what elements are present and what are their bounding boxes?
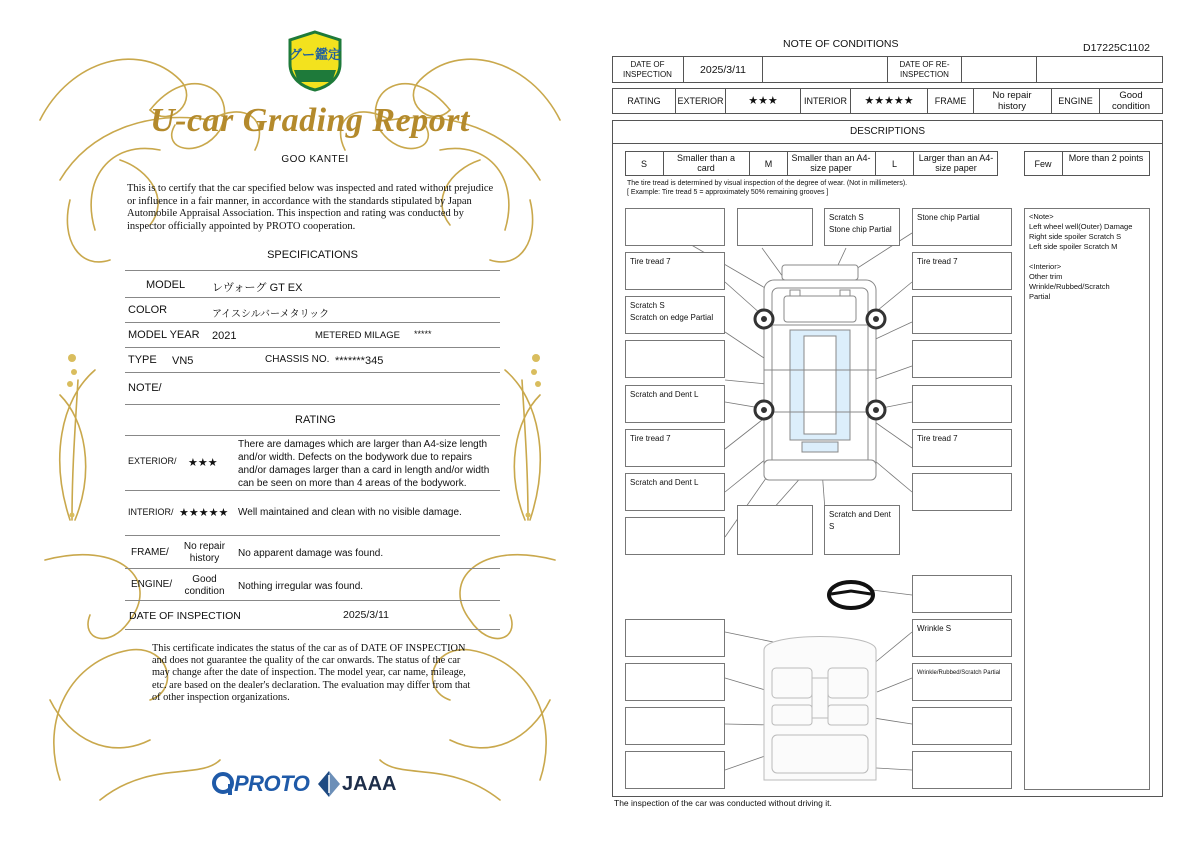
engine-value: Good condition [1111, 90, 1151, 112]
frame-label: FRAME/ [131, 547, 169, 558]
interior-description: Well maintained and clean with no visible damage. [238, 507, 462, 518]
legend-m-key: M [764, 159, 773, 169]
legend-l-desc: Larger than an A4-size paper [918, 153, 994, 173]
interior-stars: ★★★★★ [179, 507, 229, 519]
color-value: アイスシルバーメタリック [212, 309, 330, 320]
divider [125, 490, 500, 491]
note-label: NOTE/ [128, 382, 162, 394]
legend-m-desc: Smaller than an A4-size paper [791, 153, 871, 173]
divider [125, 372, 500, 373]
proto-mark-icon [212, 772, 234, 796]
divider [125, 629, 500, 630]
legend-few-key: Few [1034, 159, 1052, 169]
date-of-inspection-value: 2025/3/11 [343, 609, 389, 621]
descriptions-heading: DESCRIPTIONS [849, 126, 925, 137]
tire-box-rear-right: Tire tread 7 [912, 429, 1012, 467]
damage-box [625, 208, 725, 246]
date-of-inspection-label: DATE OF INSPECTION [129, 610, 241, 622]
exterior-stars: ★★★ [748, 95, 778, 107]
certificate-title: U-car Grading Report [150, 102, 470, 139]
damage-box [912, 296, 1012, 334]
badge-text: グー鑑定 [288, 48, 341, 63]
model-value: レヴォーグ GT EX [212, 282, 303, 294]
interior-box-wrinkle-partial: Wrinkle/Rubbed/Scratch Partial [912, 663, 1012, 701]
exterior-stars: ★★★ [188, 457, 218, 469]
tire-box-front-left: Tire tread 7 [625, 252, 725, 290]
car-top-view-icon [764, 265, 876, 480]
divider [125, 347, 500, 348]
rating-heading: RATING [295, 414, 336, 426]
model-year-label: MODEL YEAR [128, 329, 200, 341]
type-value: VN5 [172, 355, 194, 367]
interior-box [912, 751, 1012, 789]
rating-label: RATING [627, 96, 661, 106]
engine-description: Nothing irregular was found. [238, 581, 364, 592]
interior-label: INTERIOR/ [128, 507, 174, 517]
divider [125, 600, 500, 601]
date-of-reinspection-label: DATE OF RE-INSPECTION [899, 60, 950, 79]
interior-label: INTERIOR [803, 96, 847, 106]
date-of-inspection-label: DATE OF INSPECTION [623, 60, 672, 79]
divider [125, 322, 500, 323]
conditions-heading: NOTE OF CONDITIONS [783, 38, 899, 50]
chassis-value: *******345 [335, 355, 384, 367]
divider [125, 435, 500, 436]
divider [1099, 88, 1100, 114]
divider [762, 56, 763, 83]
frame-value: No repair history [183, 541, 226, 564]
damage-box-left-mid: Scratch and Dent L [625, 385, 725, 423]
interior-box [625, 751, 725, 789]
color-label: COLOR [128, 304, 168, 316]
proto-logo-text: PROTO [234, 771, 310, 796]
tire-box-front-right: Tire tread 7 [912, 252, 1012, 290]
damage-box-left-rear: Scratch and Dent L [625, 473, 725, 511]
frame-value: No repair history [992, 90, 1032, 112]
damage-box-left-front: Scratch S Scratch on edge Partial [625, 296, 725, 334]
tire-box-rear-left: Tire tread 7 [625, 429, 725, 467]
engine-label: ENGINE [1058, 96, 1093, 106]
goo-kantei-badge [286, 30, 344, 92]
engine-value: Good condition [184, 574, 225, 597]
divider [125, 270, 500, 271]
certificate-footer: This certificate indicates the status of the car as of DATE OF INSPECTION and does not guarantee the quality of the car onwards. The status of the car may change after the date of inspection. The model year, car name, mileage, etc. are based on the dealer's declaration. The evaluation may differ from that of other inspection organizations. [152, 643, 471, 703]
exterior-label: EXTERIOR [677, 96, 724, 106]
legend-s-desc: Smaller than a card [676, 153, 736, 173]
divider [961, 56, 962, 83]
interior-stars: ★★★★★ [864, 95, 914, 107]
interior-box [625, 707, 725, 745]
interior-box [625, 619, 725, 657]
interior-view-icon [764, 637, 876, 781]
document-id: D17225C1102 [1083, 42, 1150, 54]
damage-box-rear: Scratch and Dent S [824, 505, 900, 555]
model-year-value: 2021 [212, 330, 237, 342]
damage-box [912, 340, 1012, 378]
type-label: TYPE [128, 354, 157, 366]
interior-box [912, 707, 1012, 745]
interior-box-wrinkle: Wrinkle S [912, 619, 1012, 657]
damage-box [912, 385, 1012, 423]
legend-few-desc: More than 2 points [1068, 153, 1144, 163]
jaaa-logo-text: JAAA [342, 773, 397, 795]
mileage-label: METERED MILAGE [315, 330, 400, 341]
certificate-subtitle: GOO KANTEI [281, 154, 349, 165]
specifications-heading: SPECIFICATIONS [267, 249, 358, 261]
engine-label: ENGINE/ [131, 579, 173, 590]
damage-box [625, 340, 725, 378]
tire-note-2: [ Example: Tire tread 5 = approximately 50% remaining grooves ] [627, 189, 829, 196]
interior-box-steering [912, 575, 1012, 613]
frame-label: FRAME [934, 96, 967, 106]
notes-panel: <Note> Left wheel well(Outer) Damage Right side spoiler Scratch S Left side spoiler Scratch M <Interior> Other trim Wrinkle/Rubbed/Scratch Partial [1024, 208, 1150, 790]
certificate-intro: This is to certify that the car specified below was inspected and rated without prejudice or influence in a fair manner, in accordance with the standards stipulated by Japan Automobile Appraisal Association. This inspection and rating was conducted by inspector officially appointed by PROTO cooperation. [127, 183, 494, 232]
damage-box [737, 208, 813, 246]
date-of-inspection-value: 2025/3/11 [700, 64, 746, 76]
frame-description: No apparent damage was found. [238, 548, 384, 559]
divider [125, 297, 500, 298]
jaaa-mark-icon [318, 771, 340, 797]
damage-box-front-right: Stone chip Partial [912, 208, 1012, 246]
exterior-label: EXTERIOR/ [128, 456, 177, 466]
steering-wheel-icon [829, 582, 873, 608]
divider [125, 568, 500, 569]
exterior-description: There are damages which are larger than A4-size length and/or width. Defects on the bodywork due to repairs and/or damages larger than a card in length and/or width can be seen on more than 4 areas of the bodywork. [238, 439, 490, 489]
legend-l-key: L [891, 159, 897, 169]
damage-box [625, 517, 725, 555]
conditions-footer: The inspection of the car was conducted without driving it. [614, 798, 832, 808]
divider [973, 88, 974, 114]
divider [125, 535, 500, 536]
damage-box [912, 473, 1012, 511]
tire-note-1: The tire tread is determined by visual inspection of the degree of wear. (Not in millimeters). [627, 180, 908, 187]
damage-box-front-hood: Scratch S Stone chip Partial [824, 208, 900, 246]
interior-box [625, 663, 725, 701]
model-label: MODEL [146, 279, 186, 291]
legend-s-key: S [640, 159, 647, 169]
mileage-value: ***** [414, 329, 432, 339]
divider [125, 404, 500, 405]
divider [1036, 56, 1037, 83]
chassis-label: CHASSIS NO. [265, 354, 330, 365]
damage-box [737, 505, 813, 555]
